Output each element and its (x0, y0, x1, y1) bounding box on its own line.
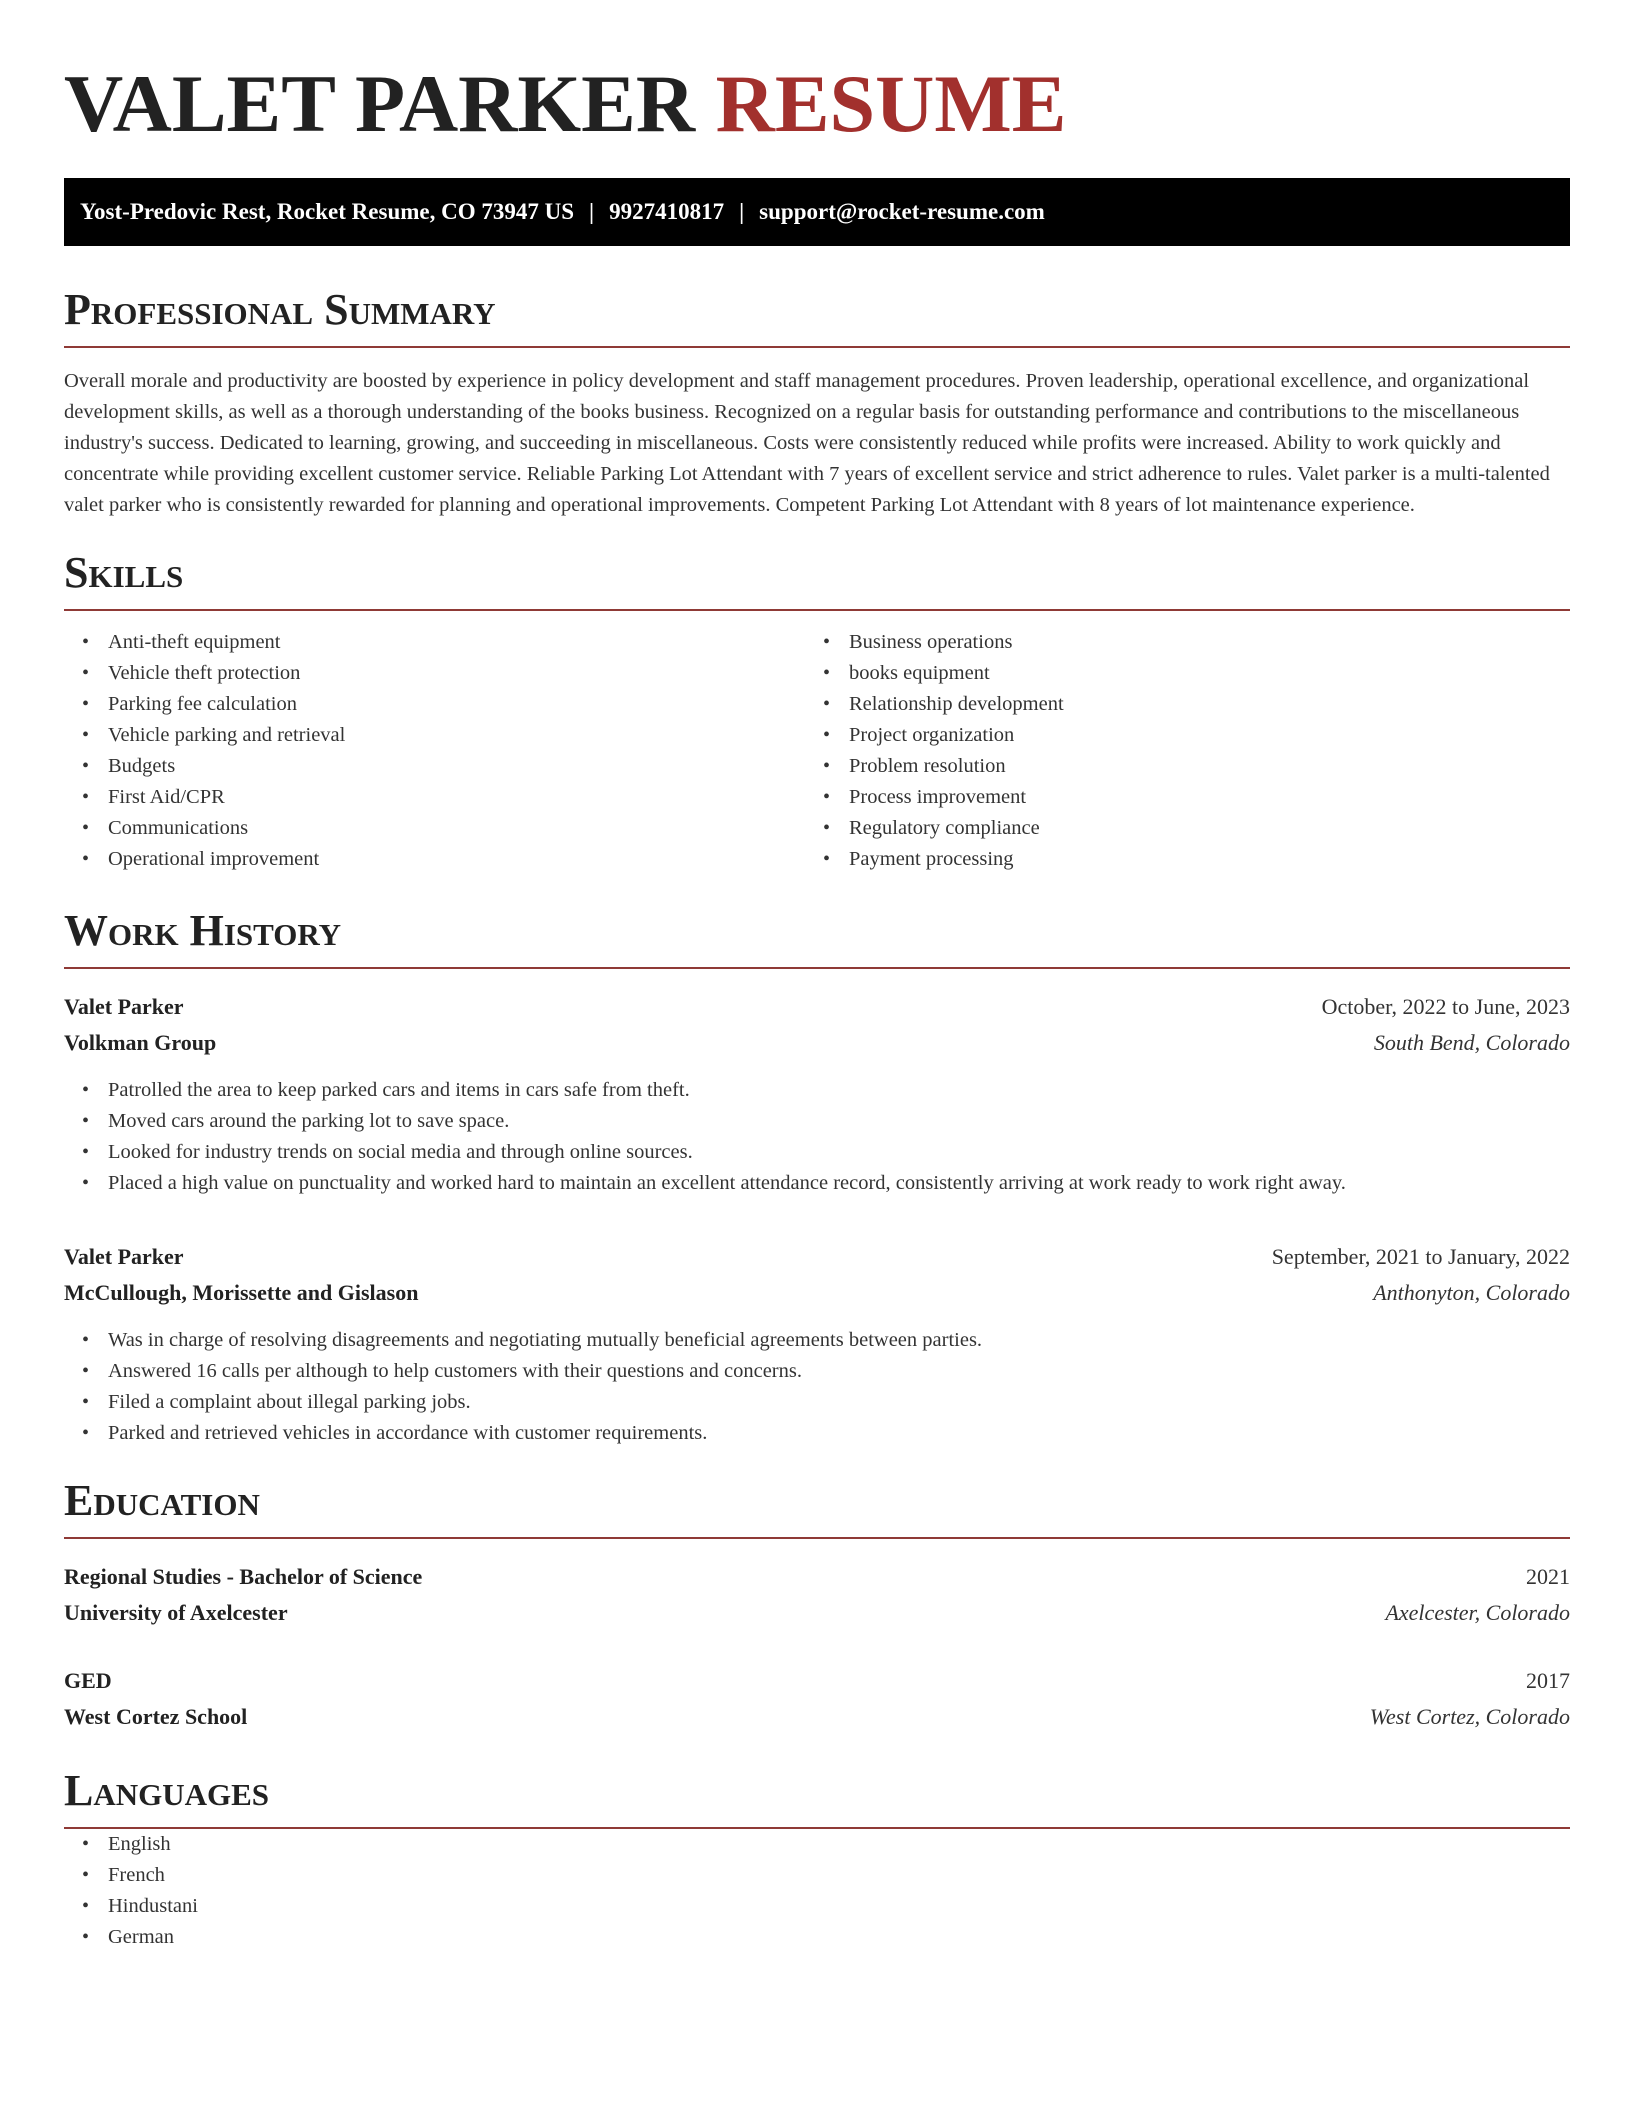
job-dates: September, 2021 to January, 2022 (1271, 1244, 1570, 1269)
summary-heading: Professional Summary (64, 284, 1570, 348)
education-school: University of Axelcester (64, 1600, 288, 1625)
contact-separator: | (589, 199, 595, 224)
skills-grid (64, 627, 1570, 875)
contact-address: Yost-Predovic Rest, Rocket Resume, CO 73947 US (80, 199, 575, 224)
job-duty: • Patrolled the area to keep parked cars and items in cars safe from theft. (64, 1075, 1570, 1106)
work-history-section (64, 905, 1570, 1449)
education-year: 2021 (1526, 1564, 1570, 1589)
job-entry (64, 989, 1570, 1199)
skill-item: • Payment processing (805, 844, 1546, 875)
job-duty: • Answered 16 calls per although to help customers with their questions and concerns. (64, 1356, 1570, 1387)
job-entry (64, 1239, 1570, 1449)
skill-item: • First Aid/CPR (64, 782, 805, 813)
skills-heading: Skills (64, 547, 1570, 611)
skill-item: • Budgets (64, 751, 805, 782)
skill-item: • Relationship development (805, 689, 1546, 720)
skill-item: • books equipment (805, 658, 1546, 689)
job-duty: • Parked and retrieved vehicles in accordance with customer requirements. (64, 1418, 1570, 1449)
job-duties (64, 1075, 1570, 1199)
job-duty: • Moved cars around the parking lot to save space. (64, 1106, 1570, 1137)
title-main: VALET PARKER (64, 58, 696, 149)
skill-item: • Anti-theft equipment (64, 627, 805, 658)
resume-title (64, 58, 1570, 150)
skill-item: • Operational improvement (64, 844, 805, 875)
skill-item: • Communications (64, 813, 805, 844)
skill-item: • Vehicle parking and retrieval (64, 720, 805, 751)
contact-separator: | (739, 199, 745, 224)
languages-section (64, 1765, 1570, 1953)
language-item: • Hindustani (64, 1891, 1570, 1922)
job-company: Volkman Group (64, 1030, 217, 1055)
job-company: McCullough, Morissette and Gislason (64, 1280, 419, 1305)
job-title: Valet Parker (64, 994, 184, 1019)
skill-item: • Problem resolution (805, 751, 1546, 782)
contact-bar (64, 178, 1570, 246)
skills-column-right (805, 627, 1546, 875)
skill-item: • Vehicle theft protection (64, 658, 805, 689)
education-degree: Regional Studies - Bachelor of Science (64, 1564, 423, 1589)
job-location: Anthonyton, Colorado (1373, 1280, 1570, 1305)
education-location: West Cortez, Colorado (1369, 1704, 1570, 1729)
skills-section (64, 547, 1570, 875)
education-school: West Cortez School (64, 1704, 248, 1729)
resume-page (64, 0, 1570, 1953)
languages-list (64, 1829, 1570, 1953)
skill-item: • Parking fee calculation (64, 689, 805, 720)
education-year: 2017 (1526, 1668, 1570, 1693)
skill-item: • Process improvement (805, 782, 1546, 813)
skill-item: • Regulatory compliance (805, 813, 1546, 844)
job-duty: • Filed a complaint about illegal parking jobs. (64, 1387, 1570, 1418)
language-item: • German (64, 1922, 1570, 1953)
job-dates: October, 2022 to June, 2023 (1321, 994, 1570, 1019)
language-item: • French (64, 1860, 1570, 1891)
job-duties (64, 1325, 1570, 1449)
job-duty: • Was in charge of resolving disagreements and negotiating mutually beneficial agreements between parties. (64, 1325, 1570, 1356)
job-duty: • Looked for industry trends on social media and through online sources. (64, 1137, 1570, 1168)
summary-section (64, 284, 1570, 521)
job-location: South Bend, Colorado (1373, 1030, 1570, 1055)
title-accent: RESUME (715, 58, 1067, 149)
education-degree: GED (64, 1668, 112, 1693)
summary-text: Overall morale and productivity are boosted by experience in policy development and staff management procedures. Proven leadership, operational excellence, and organizational development skills, as well as a thorough understanding of the books business. Recognized on a regular basis for outstanding performance and contributions to the miscellaneous industry's success. Dedicated to learning, growing, and succeeding in miscellaneous. Costs were consistently reduced while profits were increased. Ability to work quickly and concentrate while providing excellent customer service. Reliable Parking Lot Attendant with 7 years of excellent service and strict adherence to rules. Valet parker is a multi-talented valet parker who is consistently rewarded for planning and operational improvements. Competent Parking Lot Attendant with 8 years of lot maintenance experience. (64, 370, 1550, 516)
languages-heading: Languages (64, 1765, 1570, 1829)
education-section (64, 1475, 1570, 1735)
education-heading: Education (64, 1475, 1570, 1539)
education-location: Axelcester, Colorado (1385, 1600, 1570, 1625)
job-title: Valet Parker (64, 1244, 184, 1269)
skills-column-left (64, 627, 805, 875)
job-duty: • Placed a high value on punctuality and worked hard to maintain an excellent attendance record, consistently arriving at work ready to work right away. (64, 1168, 1570, 1199)
language-item: • English (64, 1829, 1570, 1860)
education-entry (64, 1663, 1570, 1735)
contact-email[interactable]: support@rocket-resume.com (759, 199, 1045, 224)
education-entry (64, 1559, 1570, 1631)
contact-phone: 9927410817 (609, 199, 725, 224)
skill-item: • Business operations (805, 627, 1546, 658)
work-history-heading: Work History (64, 905, 1570, 969)
skill-item: • Project organization (805, 720, 1546, 751)
